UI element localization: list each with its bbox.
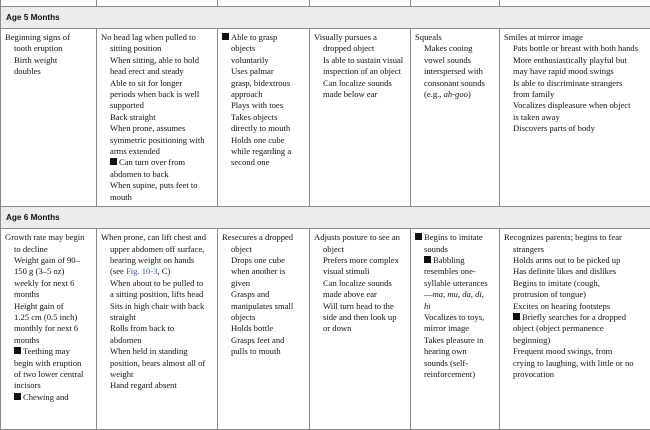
cell-socialization [500,229,650,430]
milestone-line: second one [222,157,306,168]
key-milestone-marker-icon [222,33,229,40]
milestone-line: Sits in high chair with back [101,301,214,312]
key-milestone-marker-icon [513,313,520,320]
cell-sensory [310,229,411,430]
milestone-line: reinforcement) [415,369,496,380]
milestone-line: pulls to mouth [222,346,306,357]
milestone-line: upper abdomen off surface, [101,244,214,255]
milestone-line: begin with eruption [5,358,93,369]
milestone-line: visual stimuli [314,266,407,277]
milestone-line: Is able to sustain visual [314,55,407,66]
milestone-line: straight [101,312,214,323]
milestone-line: When about to be pulled to [101,278,214,289]
milestone-line: 1.25 cm (0.5 inch) [5,312,93,323]
milestone-line: Teething may [5,346,93,357]
milestone-line: or down [314,323,407,334]
milestone-line: Recognizes parents; begins to fear [504,232,647,243]
milestone-line: Weight gain of 90– [5,255,93,266]
milestone-line: Hand regard absent [101,380,214,391]
milestone-line: (e.g., ah-goo) [415,89,496,100]
milestone-line: When held in standing [101,346,214,357]
milestone-line: Visually pursues a [314,32,407,43]
cell-gross-motor [97,29,218,207]
milestone-line: Birth weight [5,55,93,66]
milestone-line: strangers [504,244,647,255]
cell-socialization [500,29,650,207]
milestone-line: Adjusts posture to see an [314,232,407,243]
milestone-line: —ma, mu, da, di, [415,289,496,300]
milestone-line: Back straight [101,112,214,123]
milestone-line: grasp, bidextrous [222,78,306,89]
milestone-line: resembles one- [415,266,496,277]
milestone-line: when another is [222,266,306,277]
milestone-line: is taken away [504,112,647,123]
cell-physical [1,229,97,430]
milestone-line: Can localize sounds [314,78,407,89]
milestone-line: tooth eruption [5,43,93,54]
milestone-line: may have rapid mood swings [504,66,647,77]
milestone-line: syllable utterances [415,278,496,289]
milestone-line: dropped object [314,43,407,54]
milestone-line: objects [222,43,306,54]
milestone-line: object (object permanence [504,323,647,334]
cell-fine-motor [218,229,310,430]
milestone-line: Takes objects [222,112,306,123]
milestone-line: Grasps feet and [222,335,306,346]
key-milestone-marker-icon [415,233,422,240]
milestone-line: Uses palmar [222,66,306,77]
milestone-line: When sitting, able to hold [101,55,214,66]
section-header-row [1,207,650,229]
milestone-line: of two lower central [5,369,93,380]
milestone-line: Can localize sounds [314,278,407,289]
milestone-line: mirror image [415,323,496,334]
milestone-line: Grasps and [222,289,306,300]
milestone-line: Holds one cube [222,135,306,146]
key-milestone-marker-icon [14,347,21,354]
milestone-line: hi [415,301,496,312]
milestone-line: Vocalizes displeasure when object [504,100,647,111]
milestone-line: When supine, puts feet to [101,180,214,191]
milestone-line: while regarding a [222,146,306,157]
milestone-line: Pats bottle or breast with both hands [504,43,647,54]
milestone-line: inspection of an object [314,66,407,77]
milestone-line: Is able to discriminate strangers [504,78,647,89]
milestone-line: a sitting position, lifts head [101,289,214,300]
milestone-line: Excites on hearing footsteps [504,301,647,312]
table-row-6-months [1,229,650,430]
milestone-line: Height gain of [5,301,93,312]
milestone-line: months [5,335,93,346]
cell-vocalization [411,29,500,207]
milestone-line: Makes cooing [415,43,496,54]
milestone-line: When prone, assumes [101,123,214,134]
milestone-line: abdomen [101,335,214,346]
milestone-line: made below ear [314,89,407,100]
milestone-line: monthly for next 6 [5,323,93,334]
milestone-line: Begins to imitate (cough, [504,278,647,289]
milestone-line: Growth rate may begin [5,232,93,243]
milestone-line: voluntarily [222,55,306,66]
milestone-line: Drops one cube [222,255,306,266]
cell-fine-motor [218,29,310,207]
milestone-line: mouth [101,192,214,203]
milestone-line: Able to sit for longer [101,78,214,89]
table-row-5-months [1,29,650,207]
milestone-line: doubles [5,66,93,77]
milestone-line: directly to mouth [222,123,306,134]
milestone-line: Rolls from back to [101,323,214,334]
milestone-line: Babbling [415,255,496,266]
milestone-line: position, bears almost all of [101,358,214,369]
milestone-line: periods when back is well [101,89,214,100]
milestone-line: abdomen to back [101,169,214,180]
milestone-line: Resecures a dropped [222,232,306,243]
milestone-line: beginning) [504,335,647,346]
milestone-line: When prone, can lift chest and [101,232,214,243]
milestone-line: incisors [5,380,93,391]
milestone-line: provocation [504,369,647,380]
milestone-line: Able to grasp [222,32,306,43]
milestone-line: Discovers parts of body [504,123,647,134]
milestone-line: manipulates small [222,301,306,312]
milestone-line: Squeals [415,32,496,43]
milestone-line: supported [101,100,214,111]
milestone-line: symmetric positioning with [101,135,214,146]
milestone-line: head erect and steady [101,66,214,77]
key-milestone-marker-icon [110,158,117,165]
milestone-line: Frequent mood swings, from [504,346,647,357]
milestone-line: More enthusiastically playful but [504,55,647,66]
milestone-line: hearing own [415,346,496,357]
cell-sensory [310,29,411,207]
milestone-line: weekly for next 6 [5,278,93,289]
milestone-line: No head lag when pulled to [101,32,214,43]
cell-gross-motor [97,229,218,430]
milestone-line: Will turn head to the [314,301,407,312]
milestone-line: made above ear [314,289,407,300]
milestone-line: crying to laughing, with little or no [504,358,647,369]
milestone-line: Vocalizes to toys, [415,312,496,323]
milestone-line: Has definite likes and dislikes [504,266,647,277]
milestone-line: Briefly searches for a dropped [504,312,647,323]
milestone-line: interspersed with [415,66,496,77]
milestone-line: Chewing and [5,392,93,403]
cell-physical [1,29,97,207]
milestone-line: Beginning signs of [5,32,93,43]
milestone-line: Holds bottle [222,323,306,334]
milestone-line: protrusion of tongue) [504,289,647,300]
milestone-line: from family [504,89,647,100]
milestone-line: Smiles at mirror image [504,32,647,43]
milestone-line: Prefers more complex [314,255,407,266]
milestone-line: 150 g (3–5 oz) [5,266,93,277]
milestone-line: sounds (self- [415,358,496,369]
milestone-line: side and then look up [314,312,407,323]
milestone-line: arms extended [101,146,214,157]
milestone-line: months [5,289,93,300]
milestone-line: vowel sounds [415,55,496,66]
milestone-line: approach [222,89,306,100]
key-milestone-marker-icon [424,256,431,263]
milestone-line: Begins to imitate [415,232,496,243]
section-title-5-months: Age 5 Months [1,7,650,29]
milestone-line: Takes pleasure in [415,335,496,346]
key-milestone-marker-icon [14,393,21,400]
milestone-line: consonant sounds [415,78,496,89]
section-header-row [1,7,650,29]
milestone-line: sitting position [101,43,214,54]
milestone-line: Plays with toes [222,100,306,111]
section-title-6-months: Age 6 Months [1,207,650,229]
milestone-line: weight [101,369,214,380]
cell-vocalization [411,229,500,430]
milestone-line: object [222,244,306,255]
milestone-line: Holds arms out to be picked up [504,255,647,266]
milestone-line: bearing weight on hands [101,255,214,266]
milestone-line: (see Fig. 10-3, C) [101,266,214,277]
milestone-line: to decline [5,244,93,255]
milestone-line: Can turn over from [101,157,214,168]
milestone-line: object [314,244,407,255]
milestone-line: objects [222,312,306,323]
milestone-line: given [222,278,306,289]
figure-link[interactable]: Fig. 10-3 [126,266,158,276]
milestone-line: sounds [415,244,496,255]
